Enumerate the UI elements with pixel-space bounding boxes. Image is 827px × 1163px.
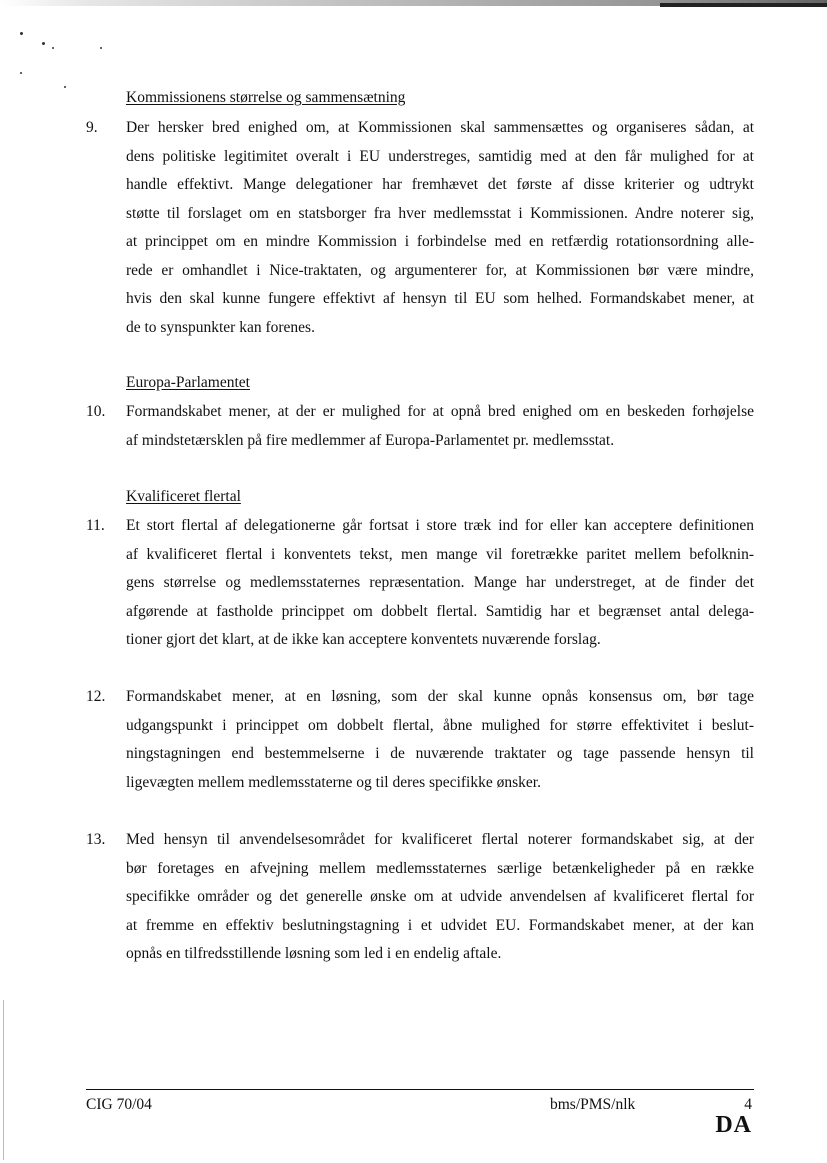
text-line: gens størrelse og medlemsstaternes repræsentation. Mange har understreget, at de finder det: [126, 574, 754, 591]
text-line: ligevægten mellem medlemsstaterne og til deres specifikke ønsker.: [126, 773, 541, 791]
text-line: rede er omhandlet i Nice-traktaten, og argumenterer for, at Kommissionen bør være mindre,: [126, 261, 754, 279]
text-line: ningstagningen end bestemmelserne i de nuværende traktater og tage passende hensyn til: [126, 745, 754, 762]
text-line: at princippet om en mindre Kommission i forbindelse med en retfærdig rotationsordning alle-: [126, 233, 754, 250]
text-line: afgørende at fastholde princippet om dobbelt flertal. Samtidig har et begrænset antal delega-: [126, 602, 754, 620]
text-line: specifikke områder og det generelle ønske om at udvide anvendelsen af kvalificeret flertal for: [126, 888, 754, 905]
text-line: handle effektivt. Mange delegationer har fremhævet det første af disse kriterier og udtrykt: [126, 176, 754, 193]
text-line: hvis den skal kunne fungere effektivt af hensyn til EU som helhed. Formandskabet mener, at: [126, 290, 754, 307]
text-line: Der hersker bred enighed om, at Kommissionen skal sammensættes og organiseres sådan, at: [126, 119, 754, 136]
section-heading-parlament: Europa-Parlamentet: [126, 374, 250, 391]
paragraph-number: 11.: [86, 517, 105, 534]
paragraph-text: [126, 826, 754, 969]
text-line: Formandskabet mener, at en løsning, som der skal kunne opnås konsensus om, bør tage: [126, 688, 754, 705]
text-line: Formandskabet mener, at der er mulighed for at opnå bred enighed om en beskeden forhøjelse: [126, 403, 754, 420]
section-heading-kommission: Kommissionens størrelse og sammensætning: [126, 89, 406, 106]
scan-speck: [100, 47, 102, 49]
section-heading-flertal: Kvalificeret flertal: [126, 488, 241, 505]
scan-speck: [42, 42, 45, 45]
paragraph-number: 12.: [86, 688, 106, 705]
footer-doc-ref: CIG 70/04: [86, 1096, 152, 1113]
scan-speck: [64, 86, 66, 88]
language-code: DA: [715, 1112, 752, 1138]
paragraph-number: 10.: [86, 403, 106, 420]
text-line: at fremme en effektiv beslutningstagning i et udvidet EU. Formandskabet mener, at der kan: [126, 916, 754, 934]
paragraph-text: [126, 398, 754, 455]
text-line: Et stort flertal af delegationerne går fortsat i store træk ind for eller kan acceptere definitionen: [126, 517, 754, 534]
paragraph-number: 9.: [86, 119, 98, 136]
text-line: opnås en tilfredsstillende løsning som led i en endelig aftale.: [126, 945, 502, 962]
text-line: af mindstetærsklen på fire medlemmer af Europa-Parlamentet pr. medlemsstat.: [126, 431, 615, 449]
text-line: Med hensyn til anvendelsesområdet for kvalificeret flertal noterer formandskabet sig, at der: [126, 831, 754, 848]
paragraph-text: [126, 512, 754, 655]
text-line: støtte til forslaget om en statsborger fra hver medlemsstat i Kommissionen. Andre noterer sig,: [126, 204, 754, 222]
text-line: bør foretages en afvejning mellem medlemsstaternes særlige betænkeligheder på en række: [126, 859, 754, 877]
footer-initials: bms/PMS/nlk: [550, 1096, 636, 1113]
scan-top-edge-dark: [660, 3, 827, 7]
scan-speck: [20, 72, 22, 74]
page-number: 4: [744, 1096, 752, 1113]
scan-speck: [52, 47, 54, 49]
footer-rule: [86, 1089, 754, 1090]
text-line: af kvalificeret flertal i konventets tekst, men mange vil foretrække paritet mellem befolknin-: [126, 545, 754, 563]
scan-speck: [20, 32, 23, 35]
text-line: dens politiske legitimitet overalt i EU understreges, samtidig med at den får mulighed for at: [126, 147, 754, 165]
paragraph-number: 13.: [86, 831, 106, 848]
paragraph-text: [126, 114, 754, 342]
text-line: de to synspunkter kan forenes.: [126, 318, 315, 336]
paragraph-text: [126, 683, 754, 797]
text-line: tioner gjort det klart, at de ikke kan acceptere konventets nuværende forslag.: [126, 631, 601, 648]
scan-left-edge: [3, 1000, 4, 1160]
text-line: udgangspunkt i princippet om dobbelt flertal, åbne mulighed for større effektivitet i beslut-: [126, 716, 754, 734]
